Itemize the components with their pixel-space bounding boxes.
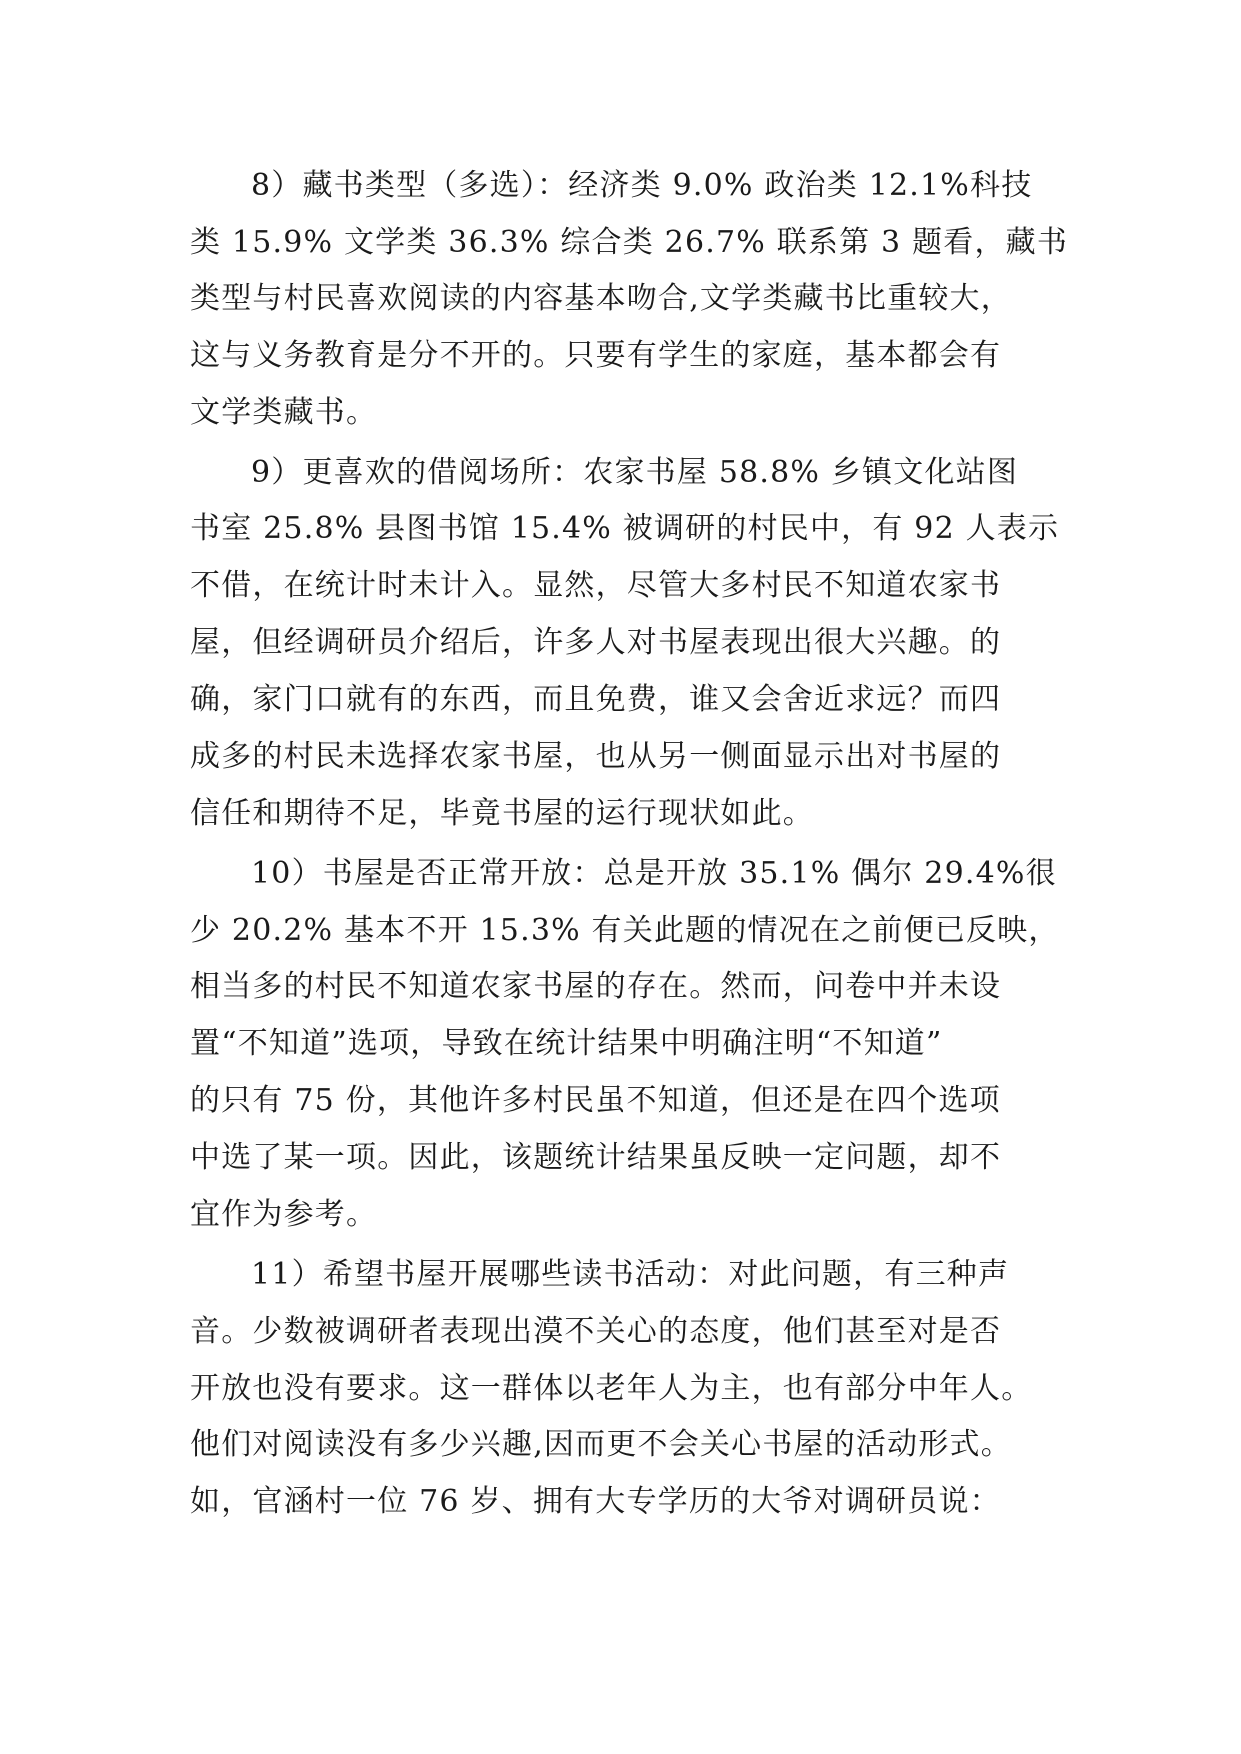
paragraph-10-line-6: 中选了某一项。因此，该题统计结果虽反映一定问题，却不 (190, 1140, 1002, 1175)
paragraph-8-line-3: 类型与村民喜欢阅读的内容基本吻合,文学类藏书比重较大， (190, 281, 1012, 316)
paragraph-9-line-4: 屋，但经调研员介绍后，许多人对书屋表现出很大兴趣。的 (190, 625, 1002, 660)
paragraph-11-line-1: 11）希望书屋开展哪些读书活动：对此问题，有三种声 (251, 1257, 1010, 1292)
paragraph-11-line-5: 如，官涵村一位 76 岁、拥有大专学历的大爷对调研员说： (190, 1484, 1001, 1519)
paragraph-11-line-2: 音。少数被调研者表现出漠不关心的态度，他们甚至对是否 (190, 1314, 1002, 1349)
paragraph-8-line-4: 这与义务教育是分不开的。只要有学生的家庭，基本都会有 (190, 338, 1002, 373)
paragraph-9-line-7: 信任和期待不足，毕竟书屋的运行现状如此。 (190, 796, 814, 831)
paragraph-9-line-5: 确，家门口就有的东西，而且免费，谁又会舍近求远？而四 (190, 682, 1002, 717)
paragraph-10-line-4: 置“不知道”选项，导致在统计结果中明确注明“不知道” (190, 1026, 943, 1061)
paragraph-8-line-5: 文学类藏书。 (190, 395, 378, 430)
paragraph-11-line-4: 他们对阅读没有多少兴趣,因而更不会关心书屋的活动形式。 (190, 1427, 1012, 1462)
paragraph-10-line-5: 的只有 75 份，其他许多村民虽不知道，但还是在四个选项 (190, 1083, 1001, 1118)
paragraph-9-line-1: 9）更喜欢的借阅场所：农家书屋 58.8% 乡镇文化站图 (251, 455, 1019, 490)
paragraph-10-line-1: 10）书屋是否正常开放：总是开放 35.1% 偶尔 29.4%很 (251, 856, 1057, 891)
paragraph-8-line-2: 类 15.9% 文学类 36.3% 综合类 26.7% 联系第 3 题看，藏书 (190, 225, 1069, 260)
paragraph-8-line-1: 8）藏书类型（多选）：经济类 9.0% 政治类 12.1%科技 (251, 168, 1033, 203)
paragraph-9-line-3: 不借，在统计时未计入。显然，尽管大多村民不知道农家书 (190, 568, 1002, 603)
paragraph-10-line-2: 少 20.2% 基本不开 15.3% 有关此题的情况在之前便已反映， (190, 913, 1060, 948)
paragraph-10-line-7: 宜作为参考。 (190, 1197, 378, 1232)
paragraph-10-line-3: 相当多的村民不知道农家书屋的存在。然而，问卷中并未设 (190, 969, 1002, 1004)
paragraph-9-line-2: 书室 25.8% 县图书馆 15.4% 被调研的村民中，有 92 人表示 (190, 511, 1060, 546)
paragraph-9-line-6: 成多的村民未选择农家书屋，也从另一侧面显示出对书屋的 (190, 739, 1002, 774)
paragraph-11-line-3: 开放也没有要求。这一群体以老年人为主，也有部分中年人。 (190, 1371, 1033, 1406)
